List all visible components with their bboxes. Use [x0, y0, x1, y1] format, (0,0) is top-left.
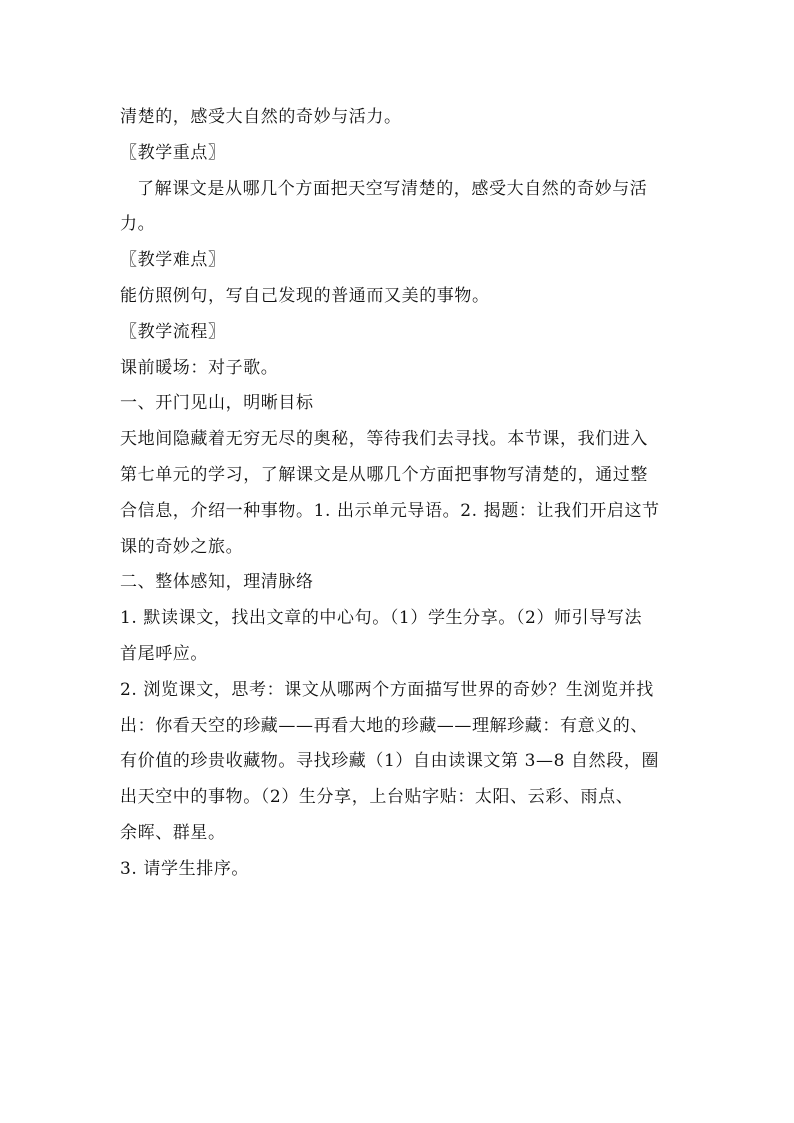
text-line: 出：你看天空的珍藏——再看大地的珍藏——理解珍藏：有意义的、: [120, 715, 648, 736]
text-line: 2. 浏览课文，思考：课文从哪两个方面描写世界的奇妙？生浏览并找: [120, 679, 654, 700]
text-line: 课前暖场：对子歌。: [120, 357, 279, 378]
text-line: 力。: [120, 214, 156, 235]
text-line: 清楚的，感受大自然的奇妙与活力。: [120, 107, 402, 127]
document-body: [120, 100, 680, 888]
text-line: 能仿照例句，写自己发现的普通而又美的事物。: [120, 285, 490, 306]
text-line: 有价值的珍贵收藏物。寻找珍藏（1）自由读课文第 3—8 自然段，圈: [120, 751, 660, 772]
text-line: 天地间隐藏着无穷无尽的奥秘，等待我们去寻找。本节课，我们进入: [120, 429, 648, 450]
text-line: 出天空中的事物。（2）生分享，上台贴字贴：太阳、云彩、雨点、: [120, 787, 634, 808]
text-line: 了解课文是从哪几个方面把天空写清楚的，感受大自然的奇妙与活: [137, 178, 648, 199]
text-line: 3. 请学生排序。: [120, 858, 250, 879]
text-line: 课的奇妙之旅。: [120, 536, 244, 557]
section-heading-teaching-process: 〖教学流程〗: [120, 321, 226, 342]
section-heading-teaching-difficulty: 〖教学难点〗: [120, 250, 226, 271]
section-heading-teaching-focus: 〖教学重点〗: [120, 142, 226, 163]
text-line: 第七单元的学习，了解课文是从哪几个方面把事物写清楚的，通过整: [120, 464, 648, 485]
subheading-part-one: 一、开门见山，明晰目标: [120, 393, 314, 414]
text-line: 合信息，介绍一种事物。1. 出示单元导语。2. 揭题：让我们开启这节: [120, 500, 660, 521]
text-line: 余晖、群星。: [120, 822, 226, 843]
subheading-part-two: 二、整体感知，理清脉络: [120, 572, 314, 593]
text-line: 1. 默读课文，找出文章的中心句。（1）学生分享。（2）师引导写法: [120, 608, 643, 629]
text-line: 首尾呼应。: [120, 643, 208, 664]
